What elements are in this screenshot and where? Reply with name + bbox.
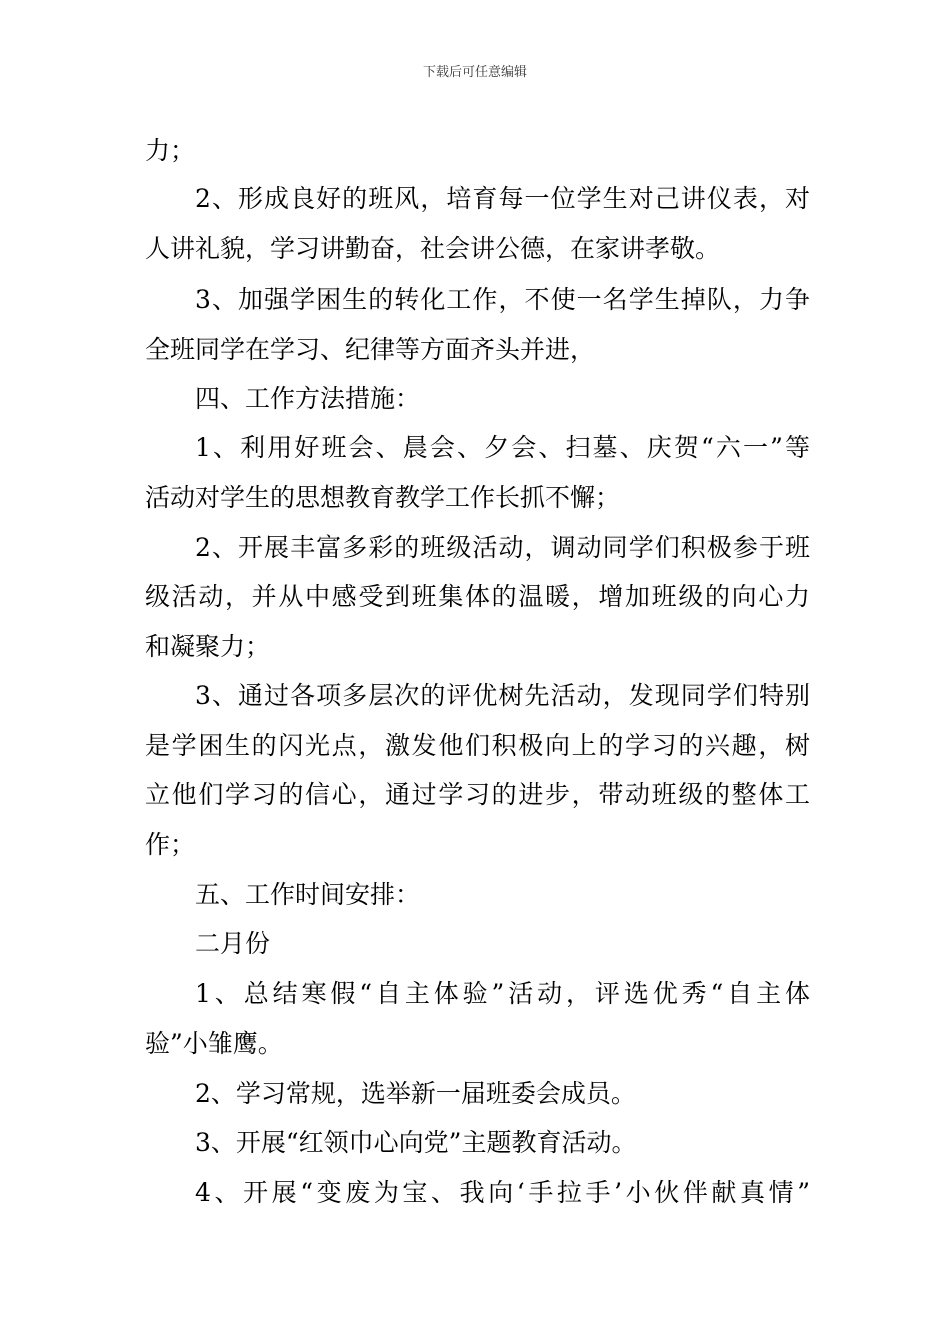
text-line: 1、总结寒假“自主体验”活动，评选优秀“自主体 (195, 979, 810, 1008)
text-line: 和凝聚力； (145, 632, 271, 661)
text-line: 是学困生的闪光点，激发他们积极向上的学习的兴趣，树 (145, 731, 810, 760)
text-line: 验”小雏鹰。 (145, 1029, 283, 1058)
text-line: 3、加强学困生的转化工作，不使一名学生掉队，力争 (195, 285, 810, 314)
text-line: 1、利用好班会、晨会、夕会、扫墓、庆贺“六一”等 (195, 433, 810, 462)
text-line: 立他们学习的信心，通过学习的进步，带动班级的整体工 (145, 780, 810, 809)
text-line: 2、学习常规，选举新一届班委会成员。 (195, 1079, 636, 1108)
text-line: 作； (145, 830, 196, 859)
page-header: 下载后可任意编辑 (422, 65, 527, 80)
section-heading: 五、工作时间安排： (195, 880, 421, 909)
text-line: 2、形成良好的班风，培育每一位学生对己讲仪表，对 (195, 184, 810, 213)
month-heading: 二月份 (195, 929, 271, 958)
text-line: 级活动，并从中感受到班集体的温暖，增加班级的向心力 (145, 582, 810, 611)
text-line: 3、通过各项多层次的评优树先活动，发现同学们特别 (195, 681, 810, 710)
text-line: 2、开展丰富多彩的班级活动，调动同学们积极参于班 (195, 533, 810, 562)
section-heading: 四、工作方法措施： (195, 384, 421, 413)
text-line: 4、开展“变废为宝、我向‘手拉手’小伙伴献真情” (195, 1178, 810, 1207)
text-line: 人讲礼貌，学习讲勤奋，社会讲公德，在家讲孝敬。 (145, 234, 721, 263)
text-line: 3、开展“红领巾心向党”主题教育活动。 (195, 1128, 637, 1157)
text-line: 活动对学生的思想教育教学工作长抓不懈； (145, 483, 621, 512)
text-line: 全班同学在学习、纪律等方面齐头并进， (145, 335, 596, 364)
text-line: 力； (145, 136, 196, 165)
